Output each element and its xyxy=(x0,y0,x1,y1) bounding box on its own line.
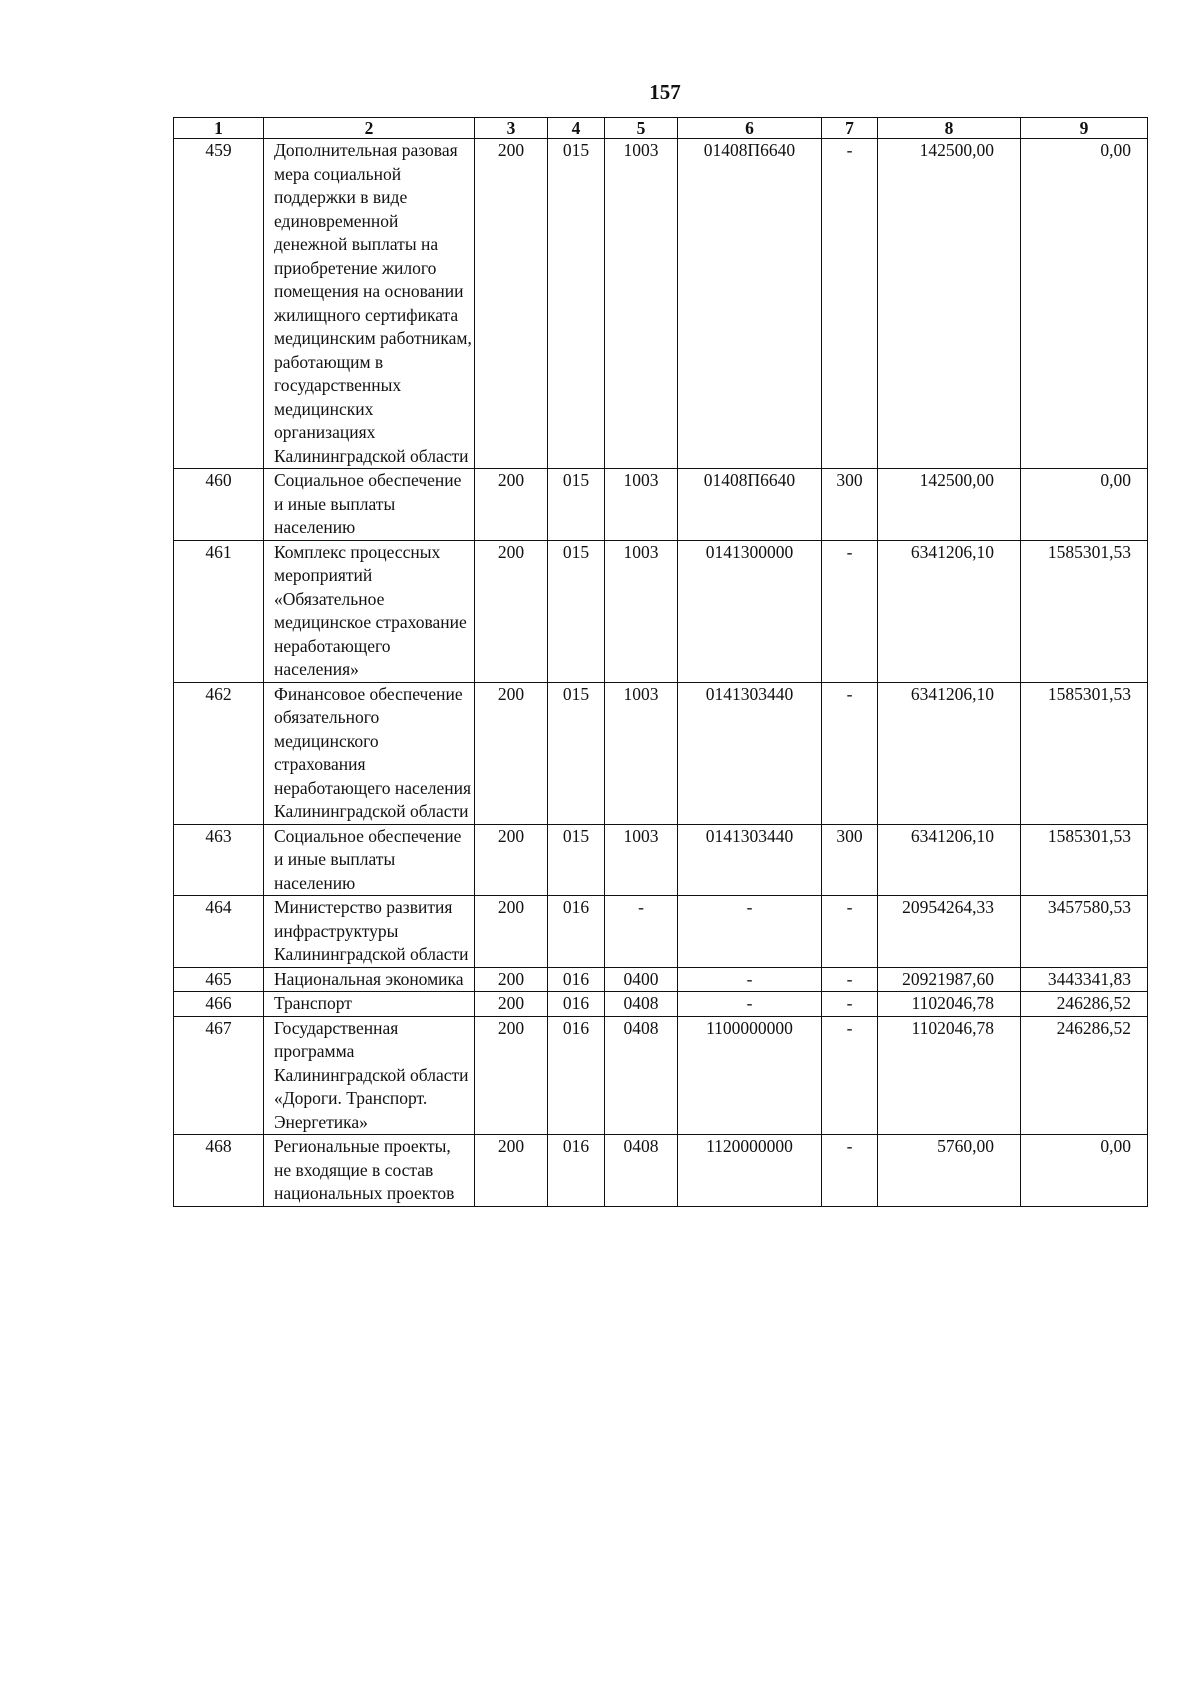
row-amount-col8: 1102046,78 xyxy=(878,992,1021,1017)
page-number: 157 xyxy=(649,80,681,104)
row-col3: 200 xyxy=(475,967,548,992)
row-name: Транспорт xyxy=(264,992,475,1017)
row-col7: 300 xyxy=(822,469,878,541)
row-name: Министерство развития инфраструктуры Калининградской области xyxy=(264,896,475,968)
row-amount-col8: 6341206,10 xyxy=(878,824,1021,896)
row-col5: 1003 xyxy=(605,824,678,896)
row-number: 466 xyxy=(174,992,264,1017)
row-col7: - xyxy=(822,139,878,469)
row-number: 468 xyxy=(174,1135,264,1207)
row-col7: - xyxy=(822,682,878,824)
row-col5: 0400 xyxy=(605,967,678,992)
row-name: Социальное обеспечение и иные выплаты населению xyxy=(264,824,475,896)
row-amount-col8: 5760,00 xyxy=(878,1135,1021,1207)
row-col4: 016 xyxy=(548,896,605,968)
table-row xyxy=(174,967,1148,992)
column-header: 3 xyxy=(475,118,548,139)
row-col4: 015 xyxy=(548,469,605,541)
row-amount-col8: 20921987,60 xyxy=(878,967,1021,992)
row-col3: 200 xyxy=(475,540,548,682)
row-amount-col9: 246286,52 xyxy=(1021,1016,1148,1135)
row-number: 465 xyxy=(174,967,264,992)
row-amount-col9: 0,00 xyxy=(1021,1135,1148,1207)
row-name: Дополнительная разовая мера социальной поддержки в виде единовременной денежной выплаты на приобретение жилого помещения на основании жилищного сертификата медицинским работникам, работающим в государственных медицинских организациях Калининградской области xyxy=(264,139,475,469)
row-amount-col8: 142500,00 xyxy=(878,469,1021,541)
table-row xyxy=(174,682,1148,824)
row-amount-col9: 0,00 xyxy=(1021,469,1148,541)
row-col5: - xyxy=(605,896,678,968)
column-header: 9 xyxy=(1021,118,1148,139)
row-name: Комплекс процессных мероприятий «Обязательное медицинское страхование неработающего населения» xyxy=(264,540,475,682)
row-col6: 0141300000 xyxy=(678,540,822,682)
row-col4: 016 xyxy=(548,967,605,992)
row-number: 459 xyxy=(174,139,264,469)
row-col5: 0408 xyxy=(605,992,678,1017)
row-number: 460 xyxy=(174,469,264,541)
row-col3: 200 xyxy=(475,682,548,824)
row-amount-col8: 6341206,10 xyxy=(878,540,1021,682)
table-row xyxy=(174,469,1148,541)
row-col7: - xyxy=(822,992,878,1017)
row-name: Государственная программа Калининградской области «Дороги. Транспорт. Энергетика» xyxy=(264,1016,475,1135)
row-amount-col9: 3443341,83 xyxy=(1021,967,1148,992)
row-name: Социальное обеспечение и иные выплаты населению xyxy=(264,469,475,541)
row-col6: 01408П6640 xyxy=(678,139,822,469)
row-col7: - xyxy=(822,1016,878,1135)
row-col6: 01408П6640 xyxy=(678,469,822,541)
row-amount-col8: 1102046,78 xyxy=(878,1016,1021,1135)
row-col7: 300 xyxy=(822,824,878,896)
row-amount-col8: 6341206,10 xyxy=(878,682,1021,824)
row-amount-col9: 1585301,53 xyxy=(1021,824,1148,896)
row-col6: 1100000000 xyxy=(678,1016,822,1135)
table-row xyxy=(174,896,1148,968)
row-col6: 1120000000 xyxy=(678,1135,822,1207)
row-number: 467 xyxy=(174,1016,264,1135)
row-col6: - xyxy=(678,992,822,1017)
row-number: 463 xyxy=(174,824,264,896)
row-col6: - xyxy=(678,896,822,968)
row-col7: - xyxy=(822,1135,878,1207)
row-col5: 0408 xyxy=(605,1135,678,1207)
row-amount-col8: 142500,00 xyxy=(878,139,1021,469)
table-row xyxy=(174,540,1148,682)
row-col4: 015 xyxy=(548,139,605,469)
row-col3: 200 xyxy=(475,469,548,541)
row-amount-col9: 246286,52 xyxy=(1021,992,1148,1017)
column-header: 7 xyxy=(822,118,878,139)
column-header: 4 xyxy=(548,118,605,139)
row-col4: 016 xyxy=(548,992,605,1017)
table-row xyxy=(174,139,1148,469)
row-amount-col9: 3457580,53 xyxy=(1021,896,1148,968)
row-col3: 200 xyxy=(475,139,548,469)
row-col7: - xyxy=(822,967,878,992)
row-col5: 1003 xyxy=(605,469,678,541)
column-header: 6 xyxy=(678,118,822,139)
row-col5: 1003 xyxy=(605,139,678,469)
table-header-row xyxy=(174,118,1148,139)
row-amount-col9: 1585301,53 xyxy=(1021,540,1148,682)
row-col3: 200 xyxy=(475,896,548,968)
row-col5: 1003 xyxy=(605,540,678,682)
row-col6: 0141303440 xyxy=(678,682,822,824)
row-col5: 1003 xyxy=(605,682,678,824)
row-col3: 200 xyxy=(475,1135,548,1207)
row-col4: 016 xyxy=(548,1016,605,1135)
row-col6: 0141303440 xyxy=(678,824,822,896)
row-col4: 015 xyxy=(548,540,605,682)
row-col3: 200 xyxy=(475,992,548,1017)
row-name: Региональные проекты, не входящие в состав национальных проектов xyxy=(264,1135,475,1207)
row-number: 462 xyxy=(174,682,264,824)
row-col4: 015 xyxy=(548,824,605,896)
column-header: 1 xyxy=(174,118,264,139)
column-header: 5 xyxy=(605,118,678,139)
row-col3: 200 xyxy=(475,1016,548,1135)
row-name: Финансовое обеспечение обязательного медицинского страхования неработающего населения Калининградской области xyxy=(264,682,475,824)
column-header: 8 xyxy=(878,118,1021,139)
table-row xyxy=(174,1016,1148,1135)
row-col4: 016 xyxy=(548,1135,605,1207)
row-number: 464 xyxy=(174,896,264,968)
row-number: 461 xyxy=(174,540,264,682)
row-col6: - xyxy=(678,967,822,992)
table-row xyxy=(174,824,1148,896)
row-col7: - xyxy=(822,896,878,968)
table-row xyxy=(174,1135,1148,1207)
table-row xyxy=(174,992,1148,1017)
row-col4: 015 xyxy=(548,682,605,824)
row-col5: 0408 xyxy=(605,1016,678,1135)
row-amount-col8: 20954264,33 xyxy=(878,896,1021,968)
row-amount-col9: 1585301,53 xyxy=(1021,682,1148,824)
row-amount-col9: 0,00 xyxy=(1021,139,1148,469)
row-col7: - xyxy=(822,540,878,682)
row-col3: 200 xyxy=(475,824,548,896)
column-header: 2 xyxy=(264,118,475,139)
row-name: Национальная экономика xyxy=(264,967,475,992)
budget-table xyxy=(173,117,1148,1207)
